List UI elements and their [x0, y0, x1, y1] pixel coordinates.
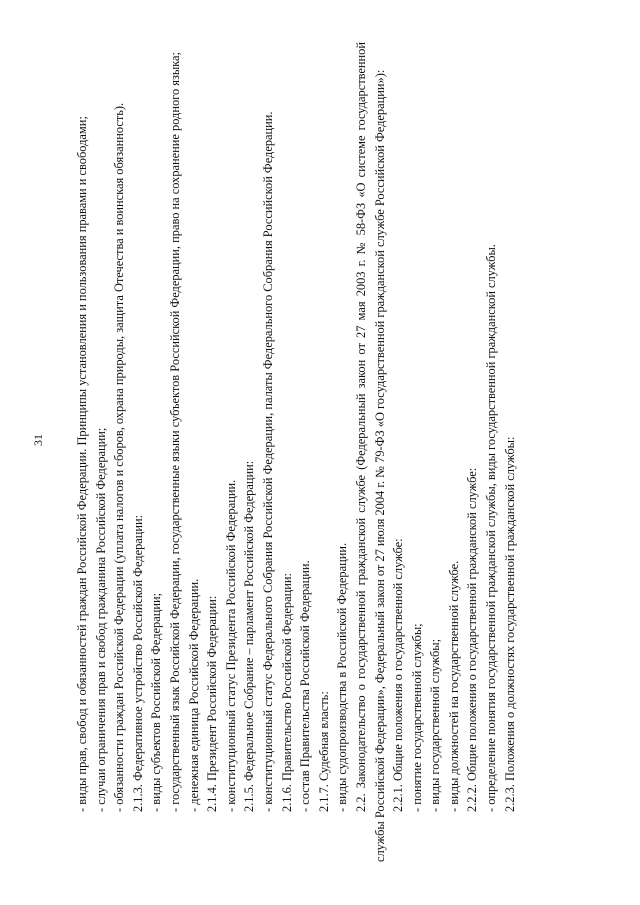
paragraph: - понятие государственной службы;	[409, 623, 424, 812]
paragraph: - государственный язык Российской Федерации, государственные языки субъектов Российской Федерации, право на сохранение родного языка;	[167, 52, 182, 812]
paragraph: 2.1.6. Правительство Российской Федерации:	[279, 573, 294, 812]
paragraph: - виды должностей на государственной службе.	[446, 560, 461, 812]
paragraph: 2.2.3. Положения о должностях государственной гражданской службы:	[502, 436, 517, 812]
paragraph: - определение понятия государственной гражданской службы, виды государственной гражданской службы.	[484, 244, 499, 812]
paragraph: 2.2.2. Общие положения о государственной гражданской службе:	[465, 467, 480, 812]
paragraph: - конституционный статус Федерального Собрания Российской Федерации, палаты Федерального Собрания Российской Федерации.	[260, 111, 275, 812]
page-number: 31	[31, 434, 45, 446]
paragraph: - виды субъектов Российской Федерации;	[149, 592, 164, 812]
paragraph: - виды государственной службы;	[428, 638, 443, 812]
paragraph: 2.1.4. Президент Российской Федерации:	[205, 595, 220, 812]
paragraph: 2.1.3. Федеративное устройство Российской Федерации:	[130, 514, 145, 812]
paragraph: 2.2. Законодательство о государственной гражданской службе (Федеральный закон от 27 мая 2003 г. № 58-ФЗ «О системе государственной службы Российской Федерации», Федеральный закон от 27 июля 2004 г. № 79-ФЗ «О государственной гражданской службе Российской Федерации»):	[353, 42, 387, 862]
paragraph: 2.1.5. Федеральное Собрание – парламент Российской Федерации:	[242, 460, 257, 812]
document-body	[73, 42, 519, 862]
paragraph: 2.1.7. Судебная власть:	[316, 691, 331, 812]
paragraph: 2.2.1. Общие положения о государственной службе:	[391, 538, 406, 812]
paragraph: - случаи ограничения прав и свобод гражданина Российской Федерации;	[93, 427, 108, 812]
paragraph: - виды судопроизводства в Российской Федерации.	[335, 542, 350, 812]
paragraph: - денежная единица Российской Федерации.	[186, 578, 201, 812]
paragraph: - конституционный статус Президента Российской Федерации.	[223, 479, 238, 812]
paragraph: - виды прав, свобод и обязанностей граждан Российской Федерации. Принципы установления и пользования правами и свободами;	[75, 116, 89, 812]
paragraph: - состав Правительства Российской Федерации.	[298, 560, 313, 812]
paragraph: - обязанности граждан Российской Федерации (уплата налогов и сборов, охрана природы, защита Отечества и воинская обязанность).	[112, 102, 127, 812]
